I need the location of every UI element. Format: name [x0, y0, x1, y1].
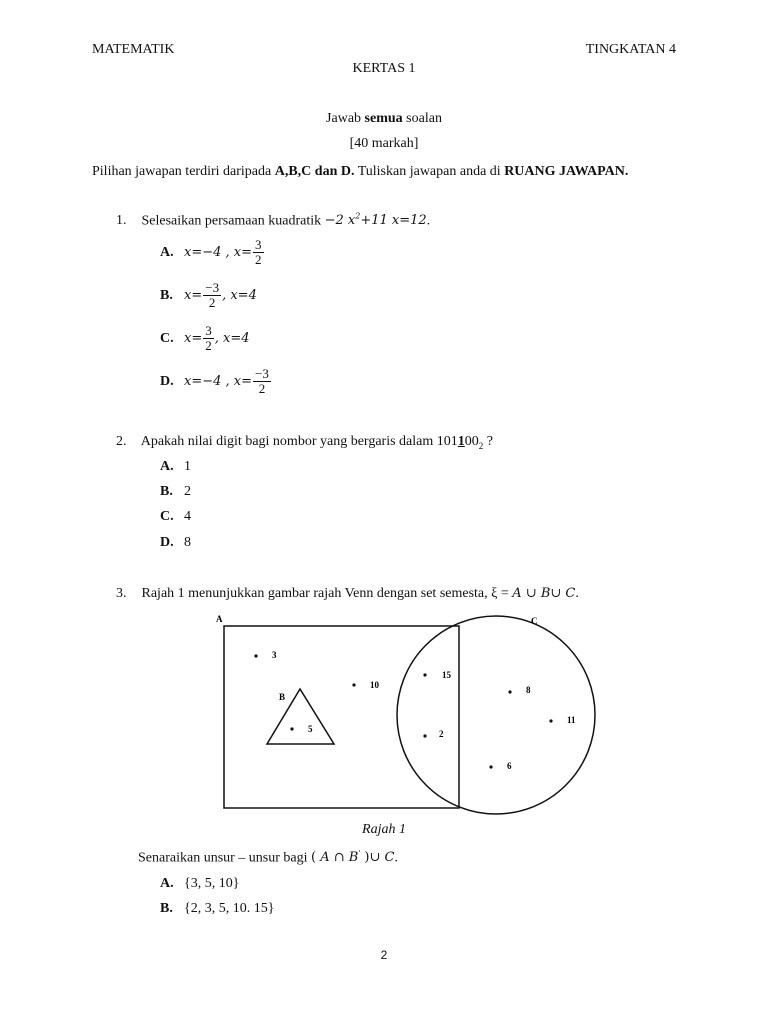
element-8: 8 — [526, 685, 531, 695]
figure-caption: Rajah 1 — [362, 822, 406, 837]
choices-mid: Tuliskan jawapan anda di — [357, 164, 501, 179]
set-c-circle — [397, 616, 595, 814]
element-dot — [423, 734, 426, 737]
question-text: Rajah 1 menunjukkan gambar rajah Venn dengan set semesta, ξ = — [141, 586, 509, 601]
list-text: Senaraikan unsur – unsur bagi — [138, 850, 308, 866]
page-number: 2 — [380, 948, 388, 962]
q1-option-a[interactable] — [160, 238, 265, 267]
option-value: 1 — [184, 459, 191, 474]
option-label: C. — [160, 330, 174, 346]
frac-den: 2 — [255, 252, 262, 267]
choices-prefix: Pilihan jawapan terdiri daripada — [92, 164, 272, 179]
question-text: Apakah nilai digit bagi nombor yang bergaris dalam 101 — [140, 434, 458, 449]
label-set-c: C — [531, 616, 538, 626]
header-subject: MATEMATIK — [92, 42, 175, 57]
question-3: 3. Rajah 1 menunjukkan gambar rajah Venn dengan set semesta, ξ = A ∪ B∪ C. — [116, 586, 579, 601]
element-10: 10 — [370, 680, 379, 690]
question-number: 3. — [116, 586, 127, 601]
option-expr-tail: , x=4 — [214, 331, 250, 346]
q2-option-a[interactable] — [160, 459, 191, 475]
q1-option-d[interactable] — [160, 367, 272, 396]
option-value: {2, 3, 5, 10. 15} — [184, 901, 275, 916]
instr-bold: semua — [364, 111, 403, 126]
number-base: 2 — [478, 440, 484, 451]
q3-option-b[interactable] — [160, 901, 274, 917]
fraction — [203, 281, 221, 310]
option-label: A. — [160, 876, 174, 891]
element-dot — [489, 765, 492, 768]
frac-den: 2 — [208, 295, 216, 310]
option-label: B. — [160, 484, 173, 499]
q2-option-b[interactable] — [160, 484, 191, 500]
element-3: 3 — [272, 650, 277, 660]
element-dot — [423, 673, 426, 676]
option-label: C. — [160, 509, 174, 524]
frac-num: −3 — [205, 280, 220, 295]
instr-suffix: soalan — [406, 111, 442, 126]
option-expr: x= — [184, 331, 203, 346]
venn-diagram — [210, 612, 610, 818]
option-label: B. — [160, 901, 173, 916]
option-expr: x= — [184, 288, 203, 303]
element-2: 2 — [439, 729, 444, 739]
option-label: B. — [160, 287, 173, 303]
element-5: 5 — [308, 724, 313, 734]
question-1: 1. Selesaikan persamaan kuadratik −2 $x^2+11$ x=12. — [116, 212, 431, 229]
universal-set: A ∪ B∪ C — [512, 586, 576, 601]
quadratic-equation: −2 $x^2+11$ x=12 — [324, 212, 427, 229]
frac-den: 2 — [258, 381, 266, 396]
element-dot — [508, 690, 511, 693]
frac-num: 3 — [205, 323, 212, 338]
label-set-a: A — [216, 614, 223, 624]
q1-option-b[interactable] — [160, 281, 257, 310]
frac-num: −3 — [255, 366, 269, 381]
element-dot — [254, 654, 257, 657]
choices-end-bold: RUANG JAWAPAN. — [504, 164, 629, 179]
fraction — [253, 367, 271, 396]
question-number: 1. — [116, 213, 127, 229]
q2-option-d[interactable] — [160, 535, 191, 551]
choices-bold: A,B,C dan D. — [274, 164, 355, 179]
underlined-digit: 1 — [457, 434, 465, 449]
option-label: A. — [160, 459, 174, 474]
option-value: 8 — [184, 535, 191, 550]
question-number: 2. — [116, 434, 127, 449]
answer-all-instruction — [0, 111, 768, 127]
set-expression: ( A ∩ B' )∪ C — [311, 850, 395, 866]
option-expr: x=−4 , x= — [184, 374, 253, 389]
question-3-prompt: Senaraikan unsur – unsur bagi ( A ∩ B' )∪ C. — [138, 850, 398, 866]
element-11: 11 — [567, 715, 576, 725]
element-6: 6 — [507, 761, 512, 771]
question-end: ? — [483, 434, 493, 449]
set-b-triangle — [267, 689, 334, 744]
option-value: 2 — [184, 484, 191, 499]
q1-option-c[interactable] — [160, 324, 250, 353]
fraction — [253, 238, 264, 267]
q3-option-a[interactable] — [160, 876, 239, 892]
choices-instruction — [92, 158, 676, 185]
total-marks: [40 markah] — [349, 136, 419, 151]
header-level: TINGKATAN 4 — [585, 42, 676, 57]
element-dot — [290, 727, 293, 730]
question-2 — [116, 434, 493, 451]
instr-prefix: Jawab — [326, 111, 362, 126]
question-text: Selesaikan persamaan kuadratik — [141, 213, 322, 229]
element-dot — [352, 683, 355, 686]
header-paper: KERTAS 1 — [352, 61, 416, 76]
option-label: D. — [160, 535, 174, 550]
option-label: A. — [160, 244, 174, 260]
option-value: 4 — [184, 509, 191, 524]
option-expr-tail: , x=4 — [222, 288, 257, 303]
element-dot — [549, 719, 552, 722]
option-label: D. — [160, 373, 174, 389]
number-rest: 00 — [464, 434, 479, 449]
option-value: {3, 5, 10} — [184, 876, 240, 891]
set-a-rectangle — [224, 626, 459, 808]
fraction — [203, 324, 214, 353]
element-15: 15 — [442, 670, 451, 680]
option-expr: x=−4 , x= — [184, 245, 253, 260]
frac-den: 2 — [205, 338, 212, 353]
q2-option-c[interactable] — [160, 509, 191, 525]
frac-num: 3 — [255, 237, 262, 252]
label-set-b: B — [279, 692, 286, 702]
